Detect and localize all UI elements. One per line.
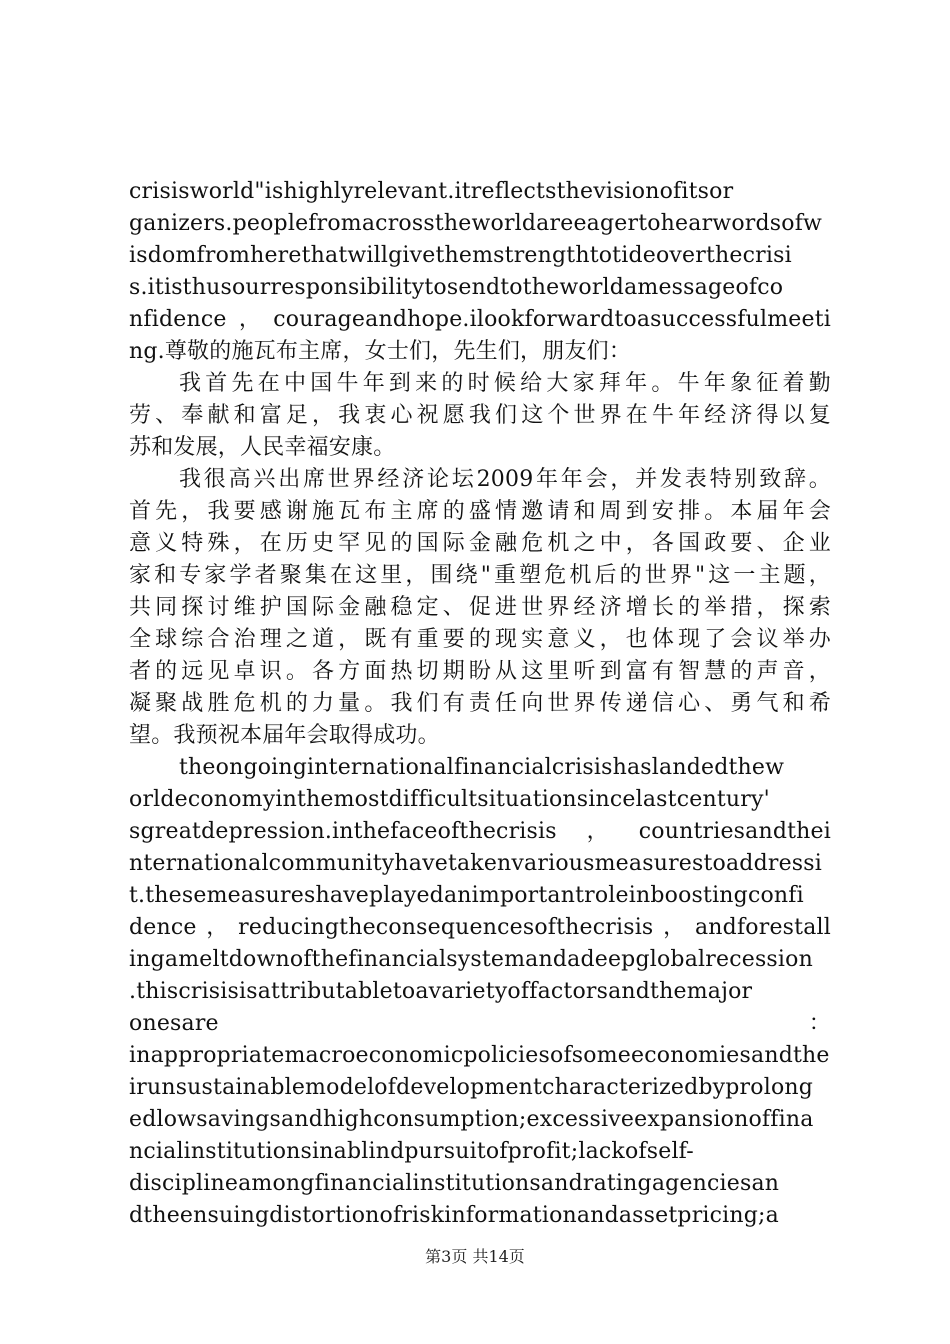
text-line: 意义特殊，在历史罕见的国际金融危机之中，各国政要、企业 xyxy=(129,531,831,556)
text-line: 凝聚战胜危机的力量。我们有责任向世界传递信心、勇气和希 xyxy=(129,691,831,716)
text-line: 全球综合治理之道，既有重要的现实意义，也体现了会议举办 xyxy=(129,627,831,652)
text-line: 劳、奉献和富足，我衷心祝愿我们这个世界在牛年经济得以复 xyxy=(129,403,831,428)
text-line: ganizers.peoplefromacrosstheworldareeagertohearwordsofw xyxy=(129,211,823,236)
text-line: ng.尊敬的施瓦布主席，女士们，先生们，朋友们： xyxy=(129,339,632,364)
text-line: isdomfromherethatwillgivethemstrengthtotideoverthecrisi xyxy=(129,243,792,268)
text-line: 首先，我要感谢施瓦布主席的盛情邀请和周到安排。本届年会 xyxy=(129,499,831,524)
text-line: nternationalcommunityhavetakenvariousmeasurestoaddressi xyxy=(129,851,823,876)
paragraph-2 xyxy=(129,368,831,464)
text-line: ncialinstitutionsinablindpursuitofprofit;lackofself- xyxy=(129,1139,694,1164)
text-line: dtheensuingdistortionofriskinformationandassetpricing;a xyxy=(129,1203,779,1228)
text-line: dence，reducingtheconsequencesofthecrisis，andforestall xyxy=(129,915,831,940)
text-line: 望。我预祝本届年会取得成功。 xyxy=(129,723,440,748)
text-line: 者的远见卓识。各方面热切期盼从这里听到富有智慧的声音， xyxy=(129,659,831,684)
text-line: nfidence，courageandhope.ilookforwardtoasuccessfulmeeti xyxy=(129,307,831,332)
paragraph-4 xyxy=(129,752,831,1232)
text-line: theongoinginternationalfinancialcrisishaslandedthew xyxy=(179,755,785,780)
text-line: 家和专家学者聚集在这里，围绕"重塑危机后的世界"这一主题， xyxy=(129,563,831,588)
text-line: s.itisthusourresponsibilitytosendtotheworldamessageofco xyxy=(129,275,784,300)
text-line: orldeconomyinthemostdifficultsituationsincelastcentury' xyxy=(129,787,770,812)
paragraph-3 xyxy=(129,464,831,752)
text-line: 苏和发展，人民幸福安康。 xyxy=(129,435,396,460)
text-line: t.thesemeasureshaveplayedanimportantroleinboostingconfi xyxy=(129,883,804,908)
paragraph-1 xyxy=(129,176,831,368)
text-line: sgreatdepression.inthefaceofthecrisis，countriesandthei xyxy=(129,819,831,844)
text-line: onesare ： xyxy=(129,1011,831,1036)
text-line: edlowsavingsandhighconsumption;excessiveexpansionoffina xyxy=(129,1107,814,1132)
text-line: ingameltdownofthefinancialsystemandadeepglobalrecession xyxy=(129,947,813,972)
text-line: 共同探讨维护国际金融稳定、促进世界经济增长的举措，探索 xyxy=(129,595,831,620)
text-line: irunsustainablemodelofdevelopmentcharacterizedbyprolong xyxy=(129,1075,814,1100)
text-line: 我很高兴出席世界经济论坛2009年年会，并发表特别致辞。 xyxy=(179,467,831,492)
text-line: disciplineamongfinancialinstitutionsandratingagenciesan xyxy=(129,1171,780,1196)
text-line: inappropriatemacroeconomicpoliciesofsomeeconomiesandthe xyxy=(129,1043,830,1068)
text-line: 我首先在中国牛年到来的时候给大家拜年。牛年象征着勤 xyxy=(179,371,831,396)
text-line: crisisworld"ishighlyrelevant.itreflectsthevisionofitsor xyxy=(129,179,734,204)
body-text xyxy=(129,176,831,1232)
page-number-footer: 第3页 共14页 xyxy=(425,1247,525,1266)
text-line: .thiscrisisisattributabletoavarietyoffactorsandthemajor xyxy=(129,979,753,1004)
